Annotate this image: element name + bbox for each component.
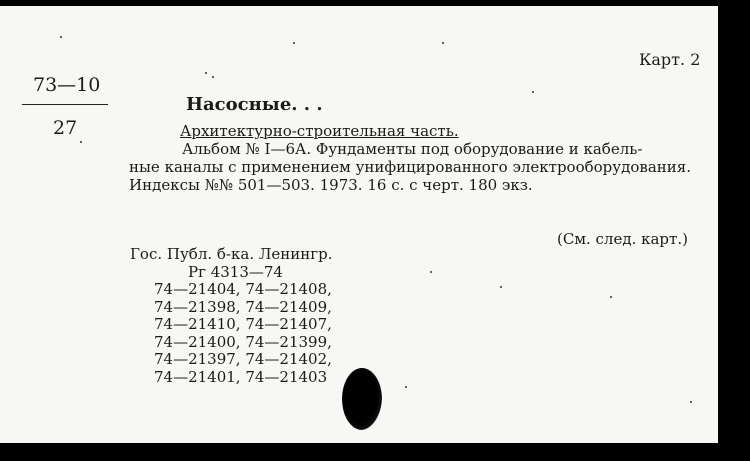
speck	[500, 286, 502, 288]
fraction-divider	[22, 104, 108, 105]
ink-blot	[342, 368, 382, 430]
speck	[293, 42, 295, 44]
card-subtitle: Архитектурно-строительная часть.	[180, 122, 459, 140]
speck	[610, 296, 612, 298]
speck	[405, 386, 407, 388]
speck	[80, 141, 82, 143]
description-line: Индексы №№ 501—503. 1973. 16 с. с черт. 180 экз.	[129, 176, 533, 194]
card-title: Насосные. . .	[186, 94, 323, 115]
catalog-number-top: 73—10	[33, 74, 101, 96]
speck	[430, 271, 432, 273]
description-line: Альбом № I—6А. Фундаменты под оборудование и кабель-	[182, 140, 643, 158]
speck	[212, 76, 214, 78]
speck	[442, 42, 444, 44]
speck	[690, 401, 692, 403]
speck	[205, 72, 207, 74]
press-number: Рг 4313—74	[188, 262, 283, 281]
catalog-card	[0, 6, 718, 443]
description	[129, 140, 691, 194]
index-number-line: 74—21401, 74—21403	[154, 367, 328, 386]
index-number-line: 74—21398, 74—21409,	[154, 297, 332, 316]
index-number-line: 74—21410, 74—21407,	[154, 315, 332, 333]
library-name: Гос. Публ. б-ка. Ленингр.	[130, 245, 333, 263]
catalog-number-bottom: 27	[53, 117, 78, 139]
description-line: ные каналы с применением унифицированного электрооборудования.	[129, 158, 691, 176]
see-next-note: (См. след. карт.)	[557, 230, 688, 248]
speck	[532, 91, 534, 93]
index-number-line: 74—21397, 74—21402,	[154, 350, 332, 368]
card-label: Карт. 2	[639, 50, 701, 69]
speck	[60, 36, 62, 38]
index-number-line: 74—21404, 74—21408,	[154, 280, 332, 298]
index-number-line: 74—21400, 74—21399,	[154, 332, 332, 351]
library-block	[130, 246, 332, 386]
